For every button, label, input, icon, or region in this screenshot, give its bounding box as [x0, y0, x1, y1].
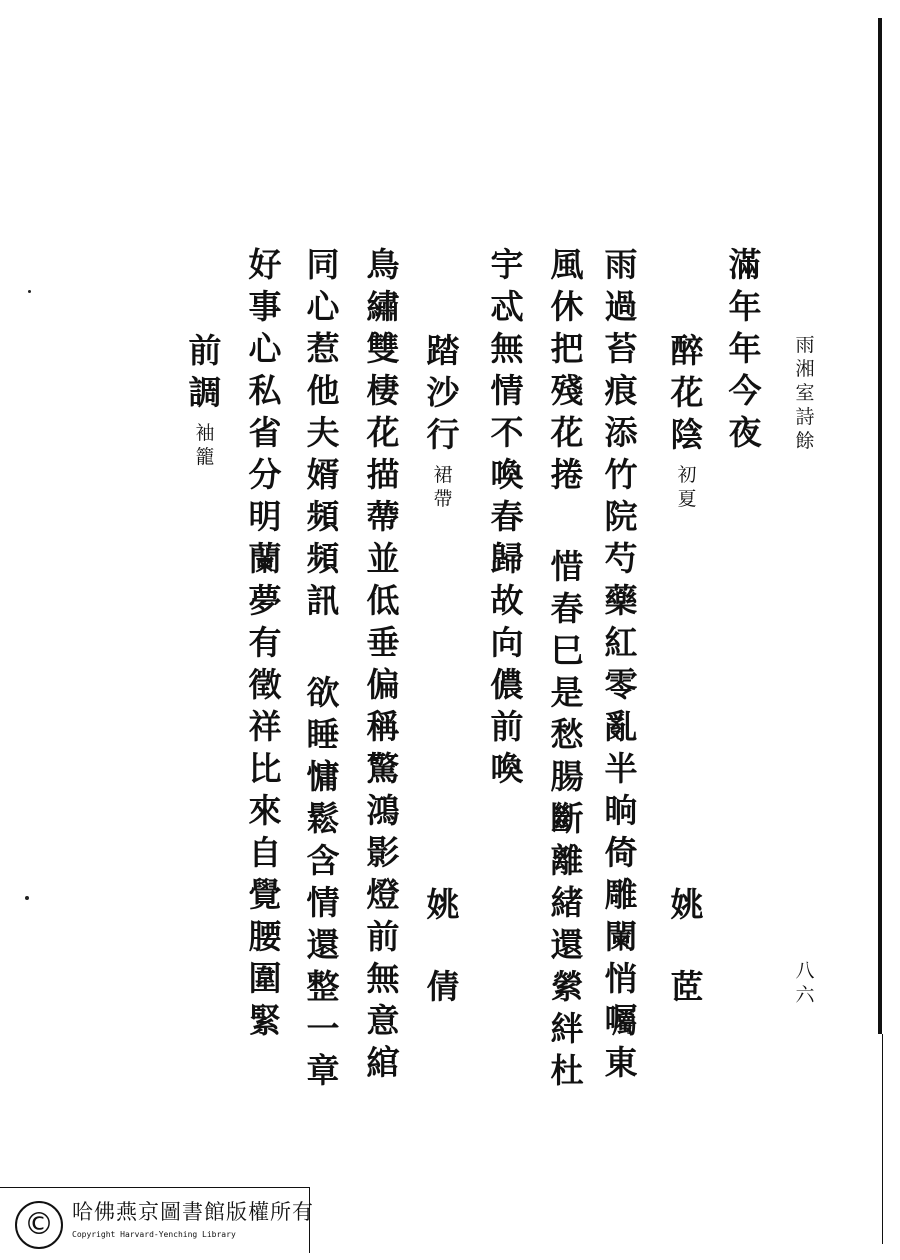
glyph: 綰 [366, 1043, 400, 1082]
glyph: 雕 [604, 875, 638, 914]
glyph: 闌 [604, 917, 638, 956]
glyph: 斷 [550, 799, 584, 838]
glyph: 滿 [728, 245, 762, 284]
glyph: 芍 [604, 539, 638, 578]
glyph: 忒 [490, 287, 524, 326]
glyph: 心 [248, 329, 282, 368]
glyph: 殘 [550, 371, 584, 410]
glyph: 籠 [195, 446, 215, 468]
glyph: 歸 [490, 539, 524, 578]
glyph: 喚 [490, 455, 524, 494]
glyph: 緊 [248, 1001, 282, 1040]
glyph: 儂 [490, 665, 524, 704]
glyph: 囑 [604, 1001, 638, 1040]
glyph: 蔕 [366, 497, 400, 536]
glyph: 院 [604, 497, 638, 536]
glyph: 風 [550, 245, 584, 284]
glyph: 零 [604, 665, 638, 704]
glyph: 前 [366, 917, 400, 956]
poem-title-qiandiao [182, 331, 228, 418]
glyph: 陰 [670, 415, 704, 454]
text-column-4a [544, 245, 590, 500]
glyph: 睡 [306, 715, 340, 754]
text-column-9 [242, 245, 288, 1046]
glyph: 偏 [366, 665, 400, 704]
glyph: 低 [366, 581, 400, 620]
glyph: 他 [306, 371, 340, 410]
glyph: 雨 [795, 334, 815, 356]
glyph: 棲 [366, 371, 400, 410]
glyph: 徵 [248, 665, 282, 704]
text-column-8b [300, 673, 346, 1096]
glyph: 有 [248, 623, 282, 662]
glyph: 稱 [366, 707, 400, 746]
glyph: 春 [490, 497, 524, 536]
glyph: 絆 [550, 1009, 584, 1048]
glyph: 並 [366, 539, 400, 578]
glyph: 省 [248, 413, 282, 452]
poem-subtitle-qundai [428, 466, 458, 514]
poem-subtitle-chuxia [672, 466, 702, 514]
glyph: 離 [550, 841, 584, 880]
glyph: 還 [550, 925, 584, 964]
glyph: 茝 [670, 967, 704, 1006]
glyph: 痕 [604, 371, 638, 410]
glyph: 六 [795, 984, 815, 1006]
glyph: 苔 [604, 329, 638, 368]
glyph: 宇 [490, 245, 524, 284]
glyph: 明 [248, 497, 282, 536]
author-yaoqian [420, 885, 466, 1012]
copyright-icon: © [15, 1201, 63, 1249]
glyph: 祥 [248, 707, 282, 746]
glyph: 意 [366, 1001, 400, 1040]
glyph: 年 [728, 329, 762, 368]
glyph: 來 [248, 791, 282, 830]
glyph: 鴻 [366, 791, 400, 830]
margin-speck [25, 896, 29, 900]
glyph: 心 [306, 287, 340, 326]
glyph: 室 [795, 382, 815, 404]
glyph: 悄 [604, 959, 638, 998]
glyph: 描 [366, 455, 400, 494]
glyph: 倩 [426, 967, 460, 1006]
glyph: 花 [550, 413, 584, 452]
glyph: 前 [188, 331, 222, 370]
glyph: 巳 [550, 631, 584, 670]
glyph: 詩 [795, 406, 815, 428]
page-number [788, 962, 822, 1010]
glyph: 分 [248, 455, 282, 494]
glyph: 帶 [433, 488, 453, 510]
glyph: 今 [728, 371, 762, 410]
glyph: 繡 [366, 287, 400, 326]
text-column-4b [544, 547, 590, 1096]
glyph: 喚 [490, 749, 524, 788]
glyph: 藥 [604, 581, 638, 620]
glyph: 驚 [366, 749, 400, 788]
glyph: 湘 [795, 358, 815, 380]
glyph: 頻 [306, 497, 340, 536]
glyph: 東 [604, 1043, 638, 1082]
glyph: 亂 [604, 707, 638, 746]
glyph: 情 [306, 883, 340, 922]
poem-title-zuihuayin [664, 331, 710, 460]
glyph: 一 [306, 1009, 340, 1048]
right-border-rule-top [878, 18, 882, 1034]
glyph: 雨 [604, 245, 638, 284]
glyph: 沙 [426, 373, 460, 412]
glyph: 晌 [604, 791, 638, 830]
glyph: 腸 [550, 757, 584, 796]
glyph: 無 [490, 329, 524, 368]
glyph: 前 [490, 707, 524, 746]
glyph: 把 [550, 329, 584, 368]
glyph: 欲 [306, 673, 340, 712]
glyph: 過 [604, 287, 638, 326]
glyph: 慵 [306, 757, 340, 796]
glyph: 半 [604, 749, 638, 788]
glyph: 醉 [670, 331, 704, 370]
author-yaochai [664, 885, 710, 1012]
glyph: 婿 [306, 455, 340, 494]
glyph: 緒 [550, 883, 584, 922]
glyph: 夜 [728, 413, 762, 452]
glyph: 年 [728, 287, 762, 326]
glyph: 休 [550, 287, 584, 326]
glyph: 捲 [550, 455, 584, 494]
glyph: 惜 [550, 547, 584, 586]
glyph: 整 [306, 967, 340, 1006]
glyph: 章 [306, 1051, 340, 1090]
glyph: 初 [677, 464, 697, 486]
glyph: 頻 [306, 539, 340, 578]
glyph: 蘭 [248, 539, 282, 578]
glyph: 杜 [550, 1051, 584, 1090]
text-column-3 [598, 245, 644, 1088]
glyph: 姚 [426, 885, 460, 924]
glyph: 情 [490, 371, 524, 410]
glyph: 行 [426, 415, 460, 454]
glyph: 花 [366, 413, 400, 452]
glyph: 調 [188, 373, 222, 412]
glyph: 雙 [366, 329, 400, 368]
glyph: 愁 [550, 715, 584, 754]
glyph: 鳥 [366, 245, 400, 284]
text-column-1 [722, 245, 768, 458]
glyph: 倚 [604, 833, 638, 872]
glyph: 圍 [248, 959, 282, 998]
stamp-chinese-text: 哈佛燕京圖書館版權所有 [72, 1200, 314, 1224]
text-column-5 [484, 245, 530, 794]
glyph: 不 [490, 413, 524, 452]
glyph: 好 [248, 245, 282, 284]
glyph: 添 [604, 413, 638, 452]
glyph: 餘 [795, 430, 815, 452]
glyph: 袖 [195, 422, 215, 444]
glyph: 是 [550, 673, 584, 712]
glyph: 無 [366, 959, 400, 998]
glyph: 惹 [306, 329, 340, 368]
glyph: 夢 [248, 581, 282, 620]
glyph: 訊 [306, 581, 340, 620]
glyph: 夫 [306, 413, 340, 452]
glyph: 夏 [677, 488, 697, 510]
poem-subtitle-xiulong [190, 424, 220, 472]
glyph: 紅 [604, 623, 638, 662]
glyph: 姚 [670, 885, 704, 924]
glyph: 縈 [550, 967, 584, 1006]
glyph: 含 [306, 841, 340, 880]
glyph: 比 [248, 749, 282, 788]
poem-title-tashaxing [420, 331, 466, 460]
glyph: 故 [490, 581, 524, 620]
glyph: 還 [306, 925, 340, 964]
glyph: 八 [795, 960, 815, 982]
text-column-7 [360, 245, 406, 1088]
glyph: 影 [366, 833, 400, 872]
glyph: 垂 [366, 623, 400, 662]
glyph: 燈 [366, 875, 400, 914]
glyph: 自 [248, 833, 282, 872]
glyph: 鬆 [306, 799, 340, 838]
glyph: 花 [670, 373, 704, 412]
right-border-rule-bottom [882, 1034, 883, 1244]
glyph: 裙 [433, 464, 453, 486]
glyph: 向 [490, 623, 524, 662]
glyph: 私 [248, 371, 282, 410]
glyph: 覺 [248, 875, 282, 914]
glyph: 腰 [248, 917, 282, 956]
margin-speck [28, 290, 31, 293]
glyph: 踏 [426, 331, 460, 370]
stamp-english-text: Copyright Harvard-Yenching Library [72, 1230, 236, 1239]
glyph: 事 [248, 287, 282, 326]
copyright-stamp [0, 1187, 314, 1253]
glyph: 同 [306, 245, 340, 284]
text-column-8a [300, 245, 346, 626]
glyph: 春 [550, 589, 584, 628]
glyph: 竹 [604, 455, 638, 494]
running-title [788, 336, 822, 456]
